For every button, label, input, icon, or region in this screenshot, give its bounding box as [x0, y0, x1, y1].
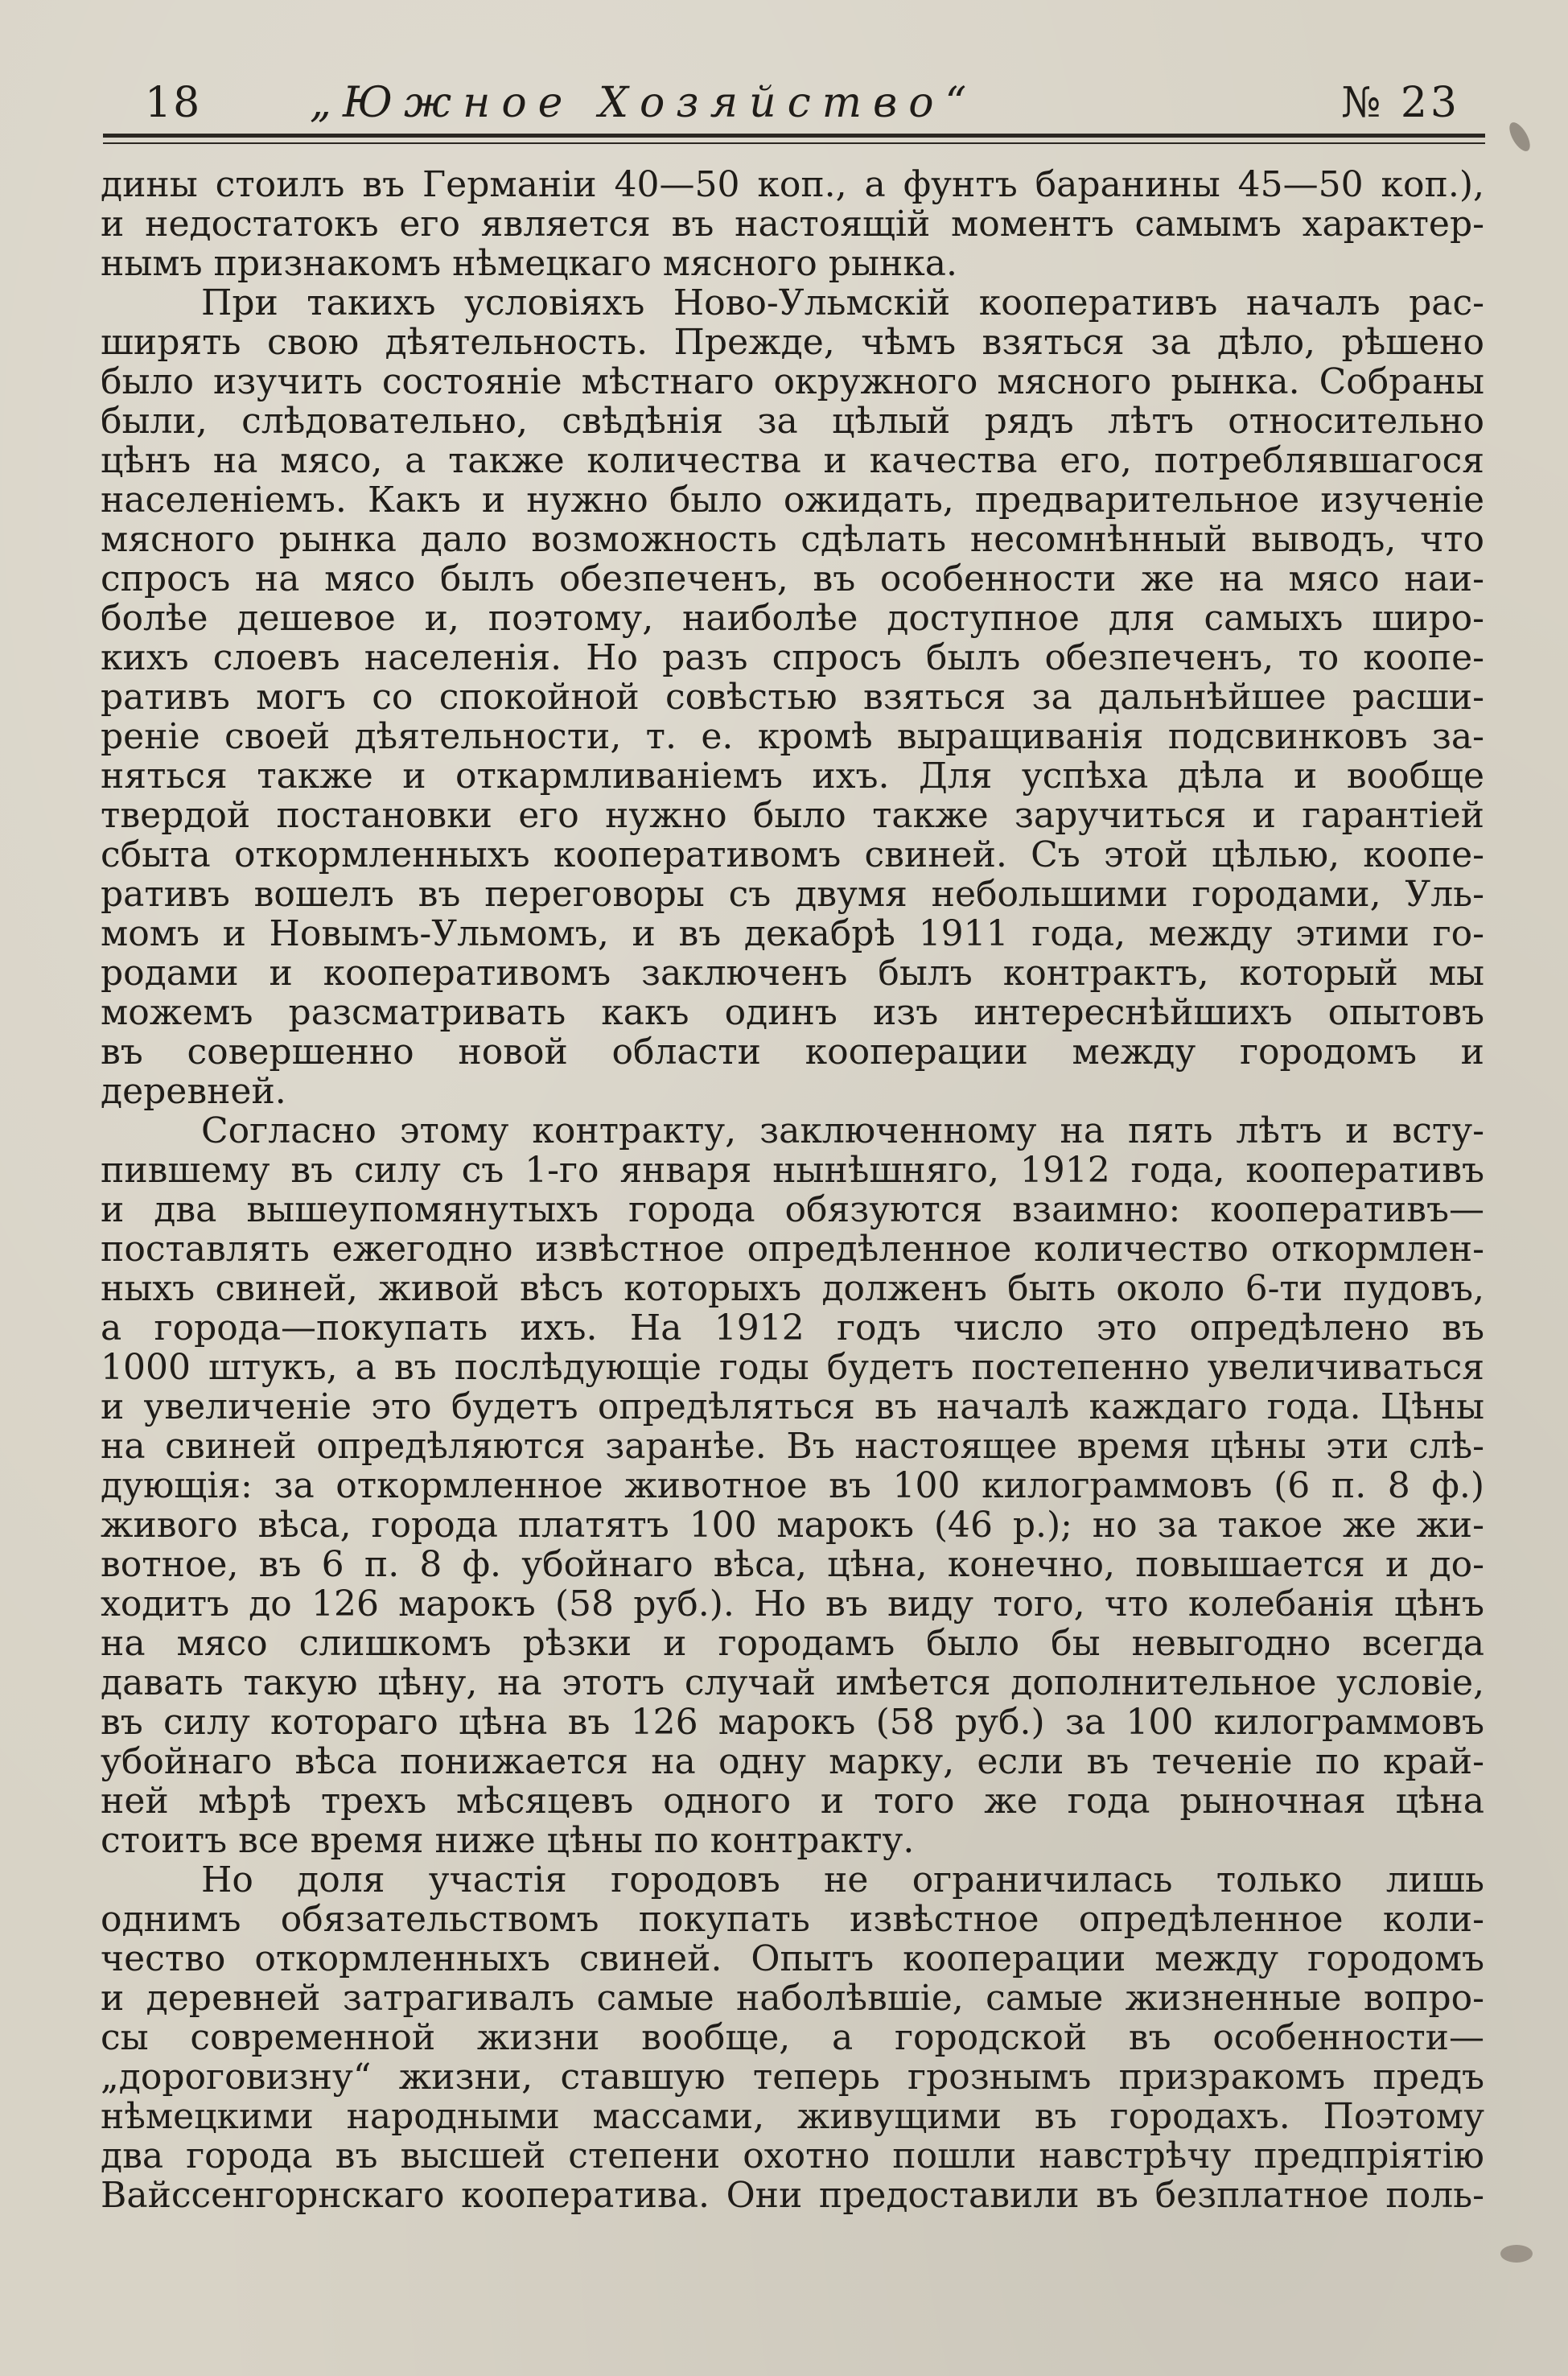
text-line: давать такую цѣну, на этотъ случай имѣется дополнительное условіе, [101, 1663, 1484, 1703]
text-line: сы современной жизни вообще, а городской въ особенности— [101, 2018, 1484, 2057]
issue-number: № 23 [1341, 79, 1460, 127]
text-line: были, слѣдовательно, свѣдѣнія за цѣлый рядъ лѣтъ относительно [101, 401, 1484, 441]
text-line: два города въ высшей степени охотно пошли навстрѣчу предпріятію [101, 2136, 1484, 2176]
text-line: живого вѣса, города платятъ 100 марокъ (46 р.); но за такое же жи- [101, 1505, 1484, 1545]
text-line: однимъ обязательствомъ покупать извѣстное опредѣленное коли- [101, 1900, 1484, 1939]
text-line: ныхъ свиней, живой вѣсъ которыхъ долженъ быть около 6-ти пудовъ, [101, 1269, 1484, 1308]
ink-smudge [1505, 119, 1534, 154]
text-line: Но доля участія городовъ не ограничилась только лишь [201, 1860, 1484, 1900]
text-line: нѣмецкими народными массами, живущими въ городахъ. Поэтому [101, 2097, 1484, 2136]
text-line: родами и кооперативомъ заключенъ былъ контрактъ, который мы [101, 953, 1484, 993]
text-line: вотное, въ 6 п. 8 ф. убойнаго вѣса, цѣна, конечно, повышается и до- [101, 1545, 1484, 1584]
text-line: чество откормленныхъ свиней. Опытъ кооперации между городомъ [101, 1939, 1484, 1979]
text-line: и недостатокъ его является въ настоящій моментъ самымъ характер- [101, 204, 1484, 244]
text-line: цѣнъ на мясо, а также количества и качества его, потреблявшагося [101, 441, 1484, 480]
text-line: ширять свою дѣятельность. Прежде, чѣмъ взяться за дѣло, рѣшено [101, 323, 1484, 362]
text-line: а города—покупать ихъ. На 1912 годъ число это опредѣлено въ [101, 1308, 1484, 1348]
text-line: ней мѣрѣ трехъ мѣсяцевъ одного и того же года рыночная цѣна [101, 1781, 1484, 1821]
text-line: болѣе дешевое и, поэтому, наиболѣе доступное для самыхъ широ- [101, 599, 1484, 638]
text-line: на свиней опредѣляются заранѣе. Въ настоящее время цѣны эти слѣ- [101, 1427, 1484, 1466]
text-line: нымъ признакомъ нѣмецкаго мясного рынка. [101, 244, 958, 283]
header-rule-thin [103, 142, 1485, 144]
text-line: стоитъ все время ниже цѣны по контракту. [101, 1821, 915, 1860]
text-line: дующія: за откормленное животное въ 100 килограммовъ (6 п. 8 ф.) [101, 1466, 1484, 1505]
text-line: было изучить состояніе мѣстнаго окружного мясного рынка. Собраны [101, 362, 1484, 401]
text-line: мясного рынка дало возможность сдѣлать несомнѣнный выводъ, что [101, 520, 1484, 559]
text-line: и деревней затрагивалъ самые наболѣвшіе, самые жизненные вопро- [101, 1979, 1484, 2018]
text-line: поставлять ежегодно извѣстное опредѣленное количество откормлен- [101, 1229, 1484, 1269]
text-line: убойнаго вѣса понижается на одну марку, если въ теченіе по край- [101, 1742, 1484, 1781]
text-line: на мясо слишкомъ рѣзки и городамъ было бы невыгодно всегда [101, 1624, 1484, 1663]
text-line: ративъ вошелъ въ переговоры съ двумя небольшими городами, Уль- [101, 875, 1484, 914]
text-line: ративъ могъ со спокойной совѣстью взяться за дальнѣйшее расши- [101, 677, 1484, 717]
page-number: 18 [145, 79, 202, 127]
text-line: и увеличеніе это будетъ опредѣляться въ началѣ каждаго года. Цѣны [101, 1387, 1484, 1427]
text-line: пившему въ силу съ 1-го января нынѣшняго, 1912 года, кооперативъ [101, 1151, 1484, 1190]
running-header [145, 71, 1460, 135]
text-line: населеніемъ. Какъ и нужно было ожидать, предварительное изученіе [101, 480, 1484, 520]
ink-smudge [1500, 2245, 1533, 2263]
text-line: Вайссенгорнскаго кооператива. Они предоставили въ безплатное поль- [101, 2176, 1484, 2215]
text-line: 1000 штукъ, а въ послѣдующіе годы будетъ постепенно увеличиваться [101, 1348, 1484, 1387]
text-line: „дороговизну“ жизни, ставшую теперь грознымъ призракомъ предъ [101, 2057, 1484, 2097]
text-line: Согласно этому контракту, заключенному на пять лѣтъ и всту- [201, 1111, 1484, 1151]
text-line: въ совершенно новой области кооперации между городомъ и [101, 1032, 1484, 1072]
text-line: въ силу котораго цѣна въ 126 марокъ (58 руб.) за 100 килограммовъ [101, 1703, 1484, 1742]
header-rule-thick [103, 134, 1485, 138]
text-line: и два вышеупомянутыхъ города обязуются взаимно: кооперативъ— [101, 1190, 1484, 1229]
journal-title: „Южное Хозяйство“ [310, 79, 978, 127]
text-line: спросъ на мясо былъ обезпеченъ, въ особенности же на мясо наи- [101, 559, 1484, 599]
text-line: кихъ слоевъ населенія. Но разъ спросъ былъ обезпеченъ, то коопе- [101, 638, 1484, 677]
text-line: твердой постановки его нужно было также заручиться и гарантіей [101, 796, 1484, 835]
text-line: момъ и Новымъ-Ульмомъ, и въ декабрѣ 1911 года, между этими го- [101, 914, 1484, 953]
text-line: ходитъ до 126 марокъ (58 руб.). Но въ виду того, что колебанія цѣнъ [101, 1584, 1484, 1624]
text-line: няться также и откармливаніемъ ихъ. Для успѣха дѣла и вообще [101, 756, 1484, 796]
article-body [101, 165, 1484, 2215]
text-line: сбыта откормленныхъ кооперативомъ свиней. Съ этой цѣлью, коопе- [101, 835, 1484, 875]
text-line: можемъ разсматривать какъ одинъ изъ интереснѣйшихъ опытовъ [101, 993, 1484, 1032]
text-line: реніе своей дѣятельности, т. е. кромѣ выращиванія подсвинковъ за- [101, 717, 1484, 756]
text-line: дины стоилъ въ Германіи 40—50 коп., а фунтъ баранины 45—50 коп.), [101, 165, 1484, 204]
text-line: При такихъ условіяхъ Ново-Ульмскій кооперативъ началъ рас- [201, 283, 1484, 323]
text-line: деревней. [101, 1072, 286, 1111]
